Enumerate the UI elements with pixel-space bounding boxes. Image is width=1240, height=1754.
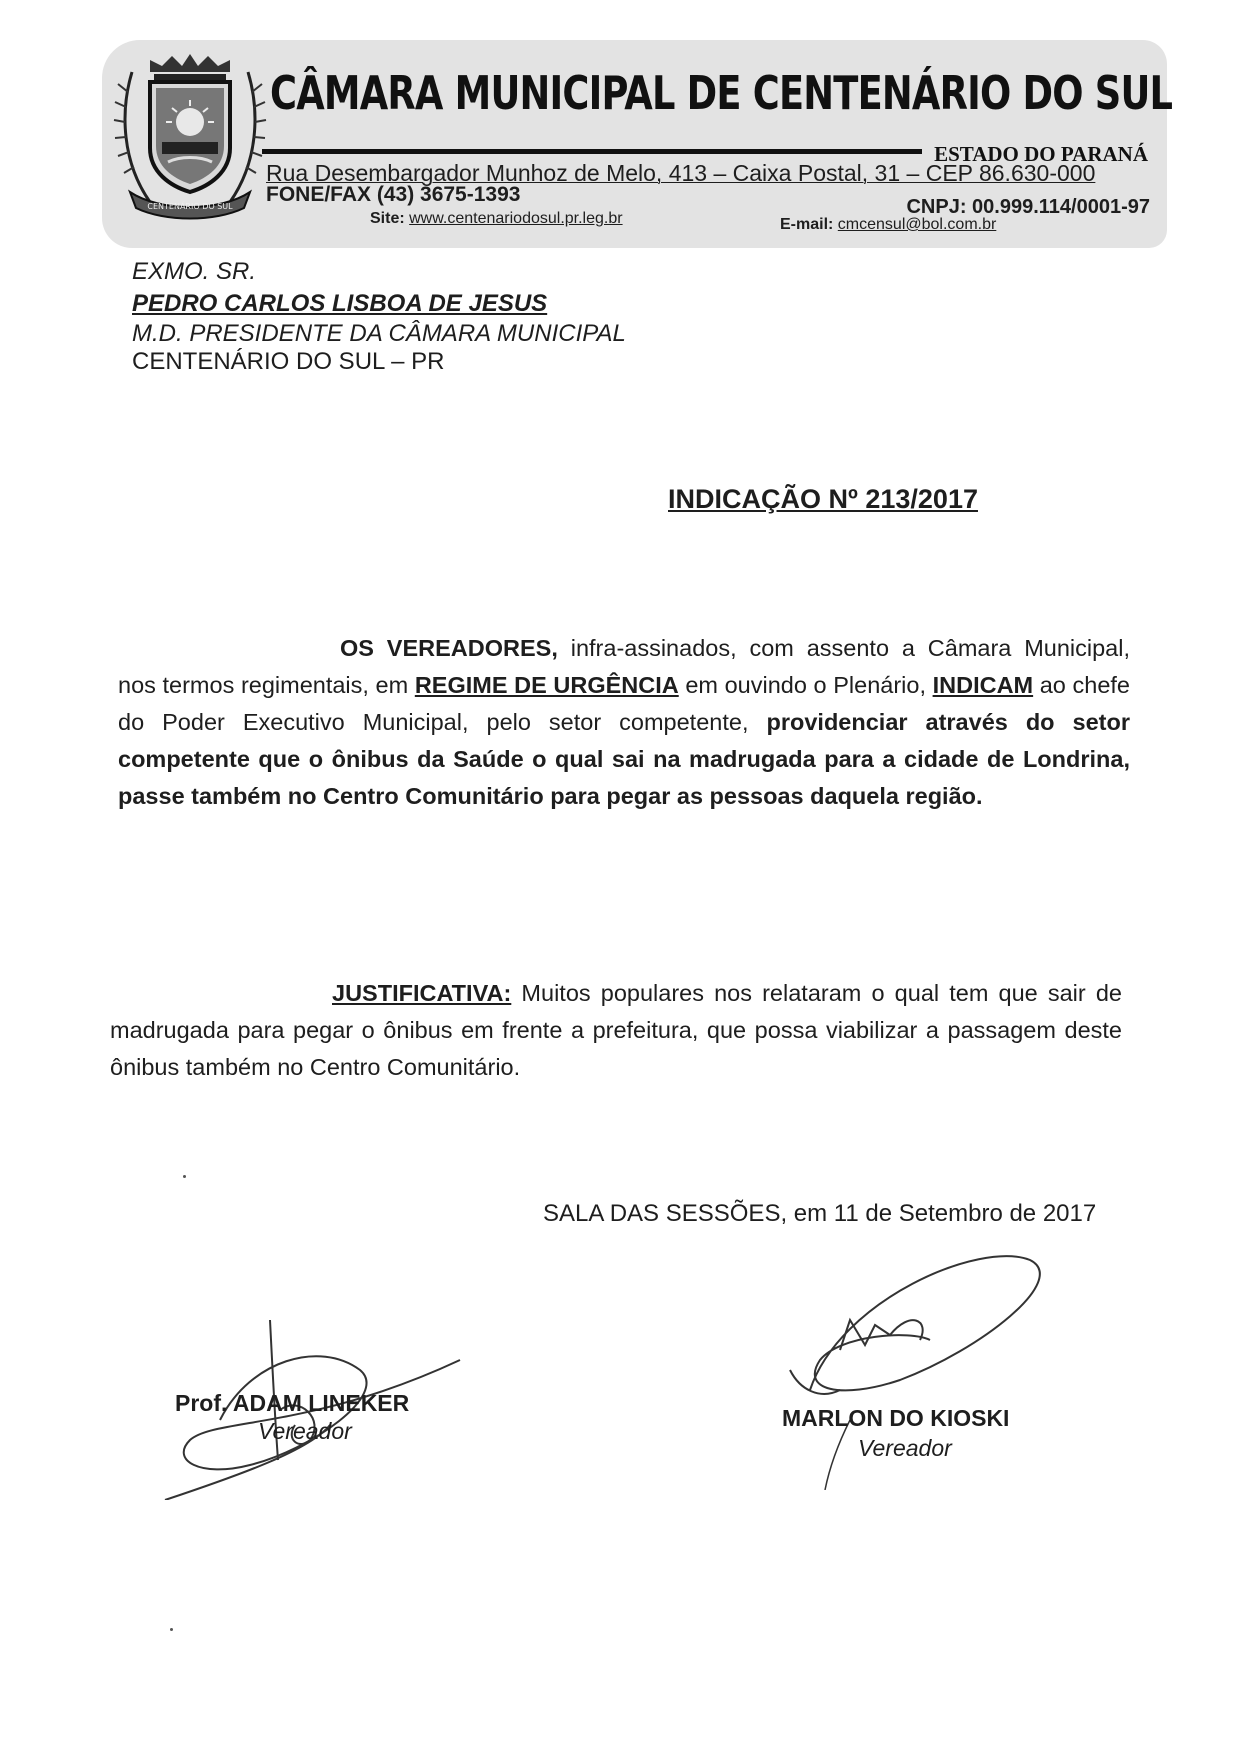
regime-text: REGIME DE URGÊNCIA — [414, 672, 679, 698]
scan-speck — [183, 1175, 186, 1178]
header-rule — [262, 149, 922, 154]
state-label: ESTADO DO PARANÁ — [934, 142, 1148, 166]
document-title: INDICAÇÃO Nº 213/2017 — [668, 484, 978, 514]
email-label: E-mail: — [780, 216, 834, 233]
scan-speck — [170, 1628, 173, 1631]
org-name: CÂMARA MUNICIPAL DE CENTENÁRIO DO SUL — [270, 66, 1173, 120]
email-line — [780, 216, 996, 234]
site-link[interactable]: www.centenariodosul.pr.leg.br — [409, 210, 623, 227]
municipal-coat-of-arms-icon — [110, 52, 270, 222]
signatory-role-right: Vereador — [858, 1435, 952, 1461]
salutation: EXMO. SR. — [132, 258, 257, 285]
justification-text: Muitos populares nos relataram o qual tem que sair de madrugada para pegar o ônibus em frente a prefeitura, que possa viabilizar a passagem deste ônibus também no Centro Comunitário. — [110, 980, 1122, 1080]
recipient-name: PEDRO CARLOS LISBOA DE JESUS — [132, 290, 548, 317]
phone-line: FONE/FAX (43) 3675-1393 — [266, 183, 521, 206]
signatory-name-right: MARLON DO KIOSKI — [782, 1405, 1010, 1431]
lead-text: OS VEREADORES, — [340, 635, 558, 661]
signatory-name-left: Prof. ADAM LINEKER — [175, 1390, 410, 1416]
signatory-role-left: Vereador — [258, 1418, 352, 1444]
recipient-role: M.D. PRESIDENTE DA CÂMARA MUNICIPAL — [132, 320, 626, 347]
main-text-2: em ouvindo o Plenário, — [678, 672, 933, 698]
recipient-city: CENTENÁRIO DO SUL – PR — [132, 348, 445, 375]
email-link[interactable]: cmcensul@bol.com.br — [837, 216, 997, 233]
site-line — [370, 210, 623, 228]
main-paragraph — [118, 630, 1130, 815]
justification-paragraph — [110, 975, 1122, 1086]
crest-ribbon-text: CENTENÁRIO DO SUL — [147, 202, 233, 211]
main-text-3: ao chefe do Poder Executivo Municipal, pelo setor competente, — [118, 672, 1130, 735]
cnpj-line: CNPJ: 00.999.114/0001-97 — [906, 196, 1150, 218]
justification-label: JUSTIFICATIVA: — [332, 980, 512, 1006]
site-label: Site: — [370, 210, 405, 227]
request-text: providenciar através do setor competente que o ônibus da Saúde o qual sai na madrugada para a cidade de Londrina, passe também no Centro Comunitário para pegar as pessoas daquela região. — [118, 709, 1130, 809]
indicam-text: INDICAM — [932, 672, 1034, 698]
session-line: SALA DAS SESSÕES, em 11 de Setembro de 2017 — [543, 1200, 1097, 1227]
main-text-1: infra-assinados, com assento a Câmara Municipal, nos termos regimentais, em — [118, 635, 1131, 698]
address-line: Rua Desembargador Munhoz de Melo, 413 – Caixa Postal, 31 – CEP 86.630-000 — [266, 160, 1096, 186]
